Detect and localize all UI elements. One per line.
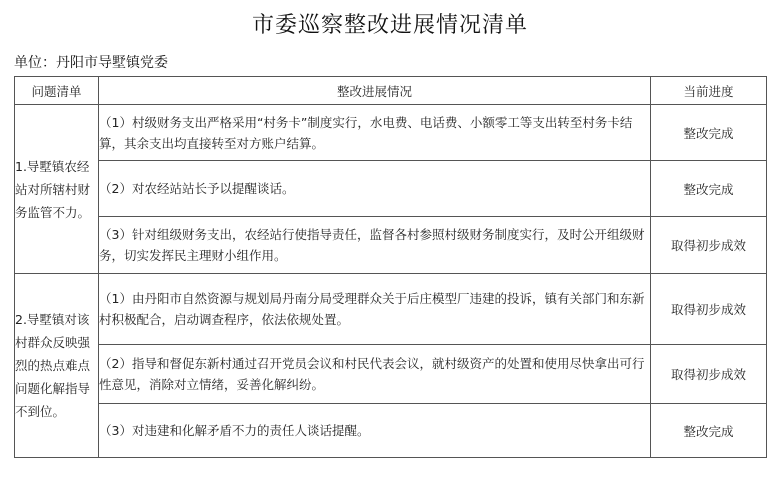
status-cell: 整改完成 [651,161,767,217]
header-progress: 整改进展情况 [99,77,651,105]
table-header-row [15,77,767,105]
progress-cell: （1）由丹阳市自然资源与规划局丹南分局受理群众关于后庄模型厂违建的投诉，镇有关部门和东新村积极配合，启动调查程序，依法依规处置。 [99,274,651,345]
progress-cell: （3）对违建和化解矛盾不力的责任人谈话提醒。 [99,404,651,458]
page-title: 市委巡察整改进展情况清单 [251,13,528,38]
table-row [15,217,767,274]
status-cell: 取得初步成效 [651,217,767,274]
header-status: 当前进度 [651,77,767,105]
issue-cell: 1.导墅镇农经站对所辖村财务监管不力。 [15,105,99,274]
progress-table [14,76,767,458]
status-cell: 整改完成 [651,404,767,458]
status-cell: 整改完成 [651,105,767,161]
issue-cell: 2.导墅镇对该村群众反映强烈的热点难点问题化解指导不到位。 [15,274,99,458]
status-cell: 取得初步成效 [651,345,767,404]
progress-cell: （1）村级财务支出严格采用“村务卡”制度实行，水电费、电话费、小额零工等支出转至村务卡结算，其余支出均直接转至对方账户结算。 [99,105,651,161]
progress-cell: （2）指导和督促东新村通过召开党员会议和村民代表会议，就村级资产的处置和使用尽快拿出可行性意见，消除对立情绪，妥善化解纠纷。 [99,345,651,404]
progress-cell: （3）针对组级财务支出，农经站行使指导责任，监督各村参照村级财务制度实行，及时公开组级财务，切实发挥民主理财小组作用。 [99,217,651,274]
table-row [15,161,767,217]
table-row [15,345,767,404]
unit-label: 单位：丹阳市导墅镇党委 [14,55,168,71]
table-row [15,274,767,345]
header-issue: 问题清单 [15,77,99,105]
table-row [15,105,767,161]
table-row [15,404,767,458]
status-cell: 取得初步成效 [651,274,767,345]
progress-cell: （2）对农经站站长予以提醒谈话。 [99,161,651,217]
